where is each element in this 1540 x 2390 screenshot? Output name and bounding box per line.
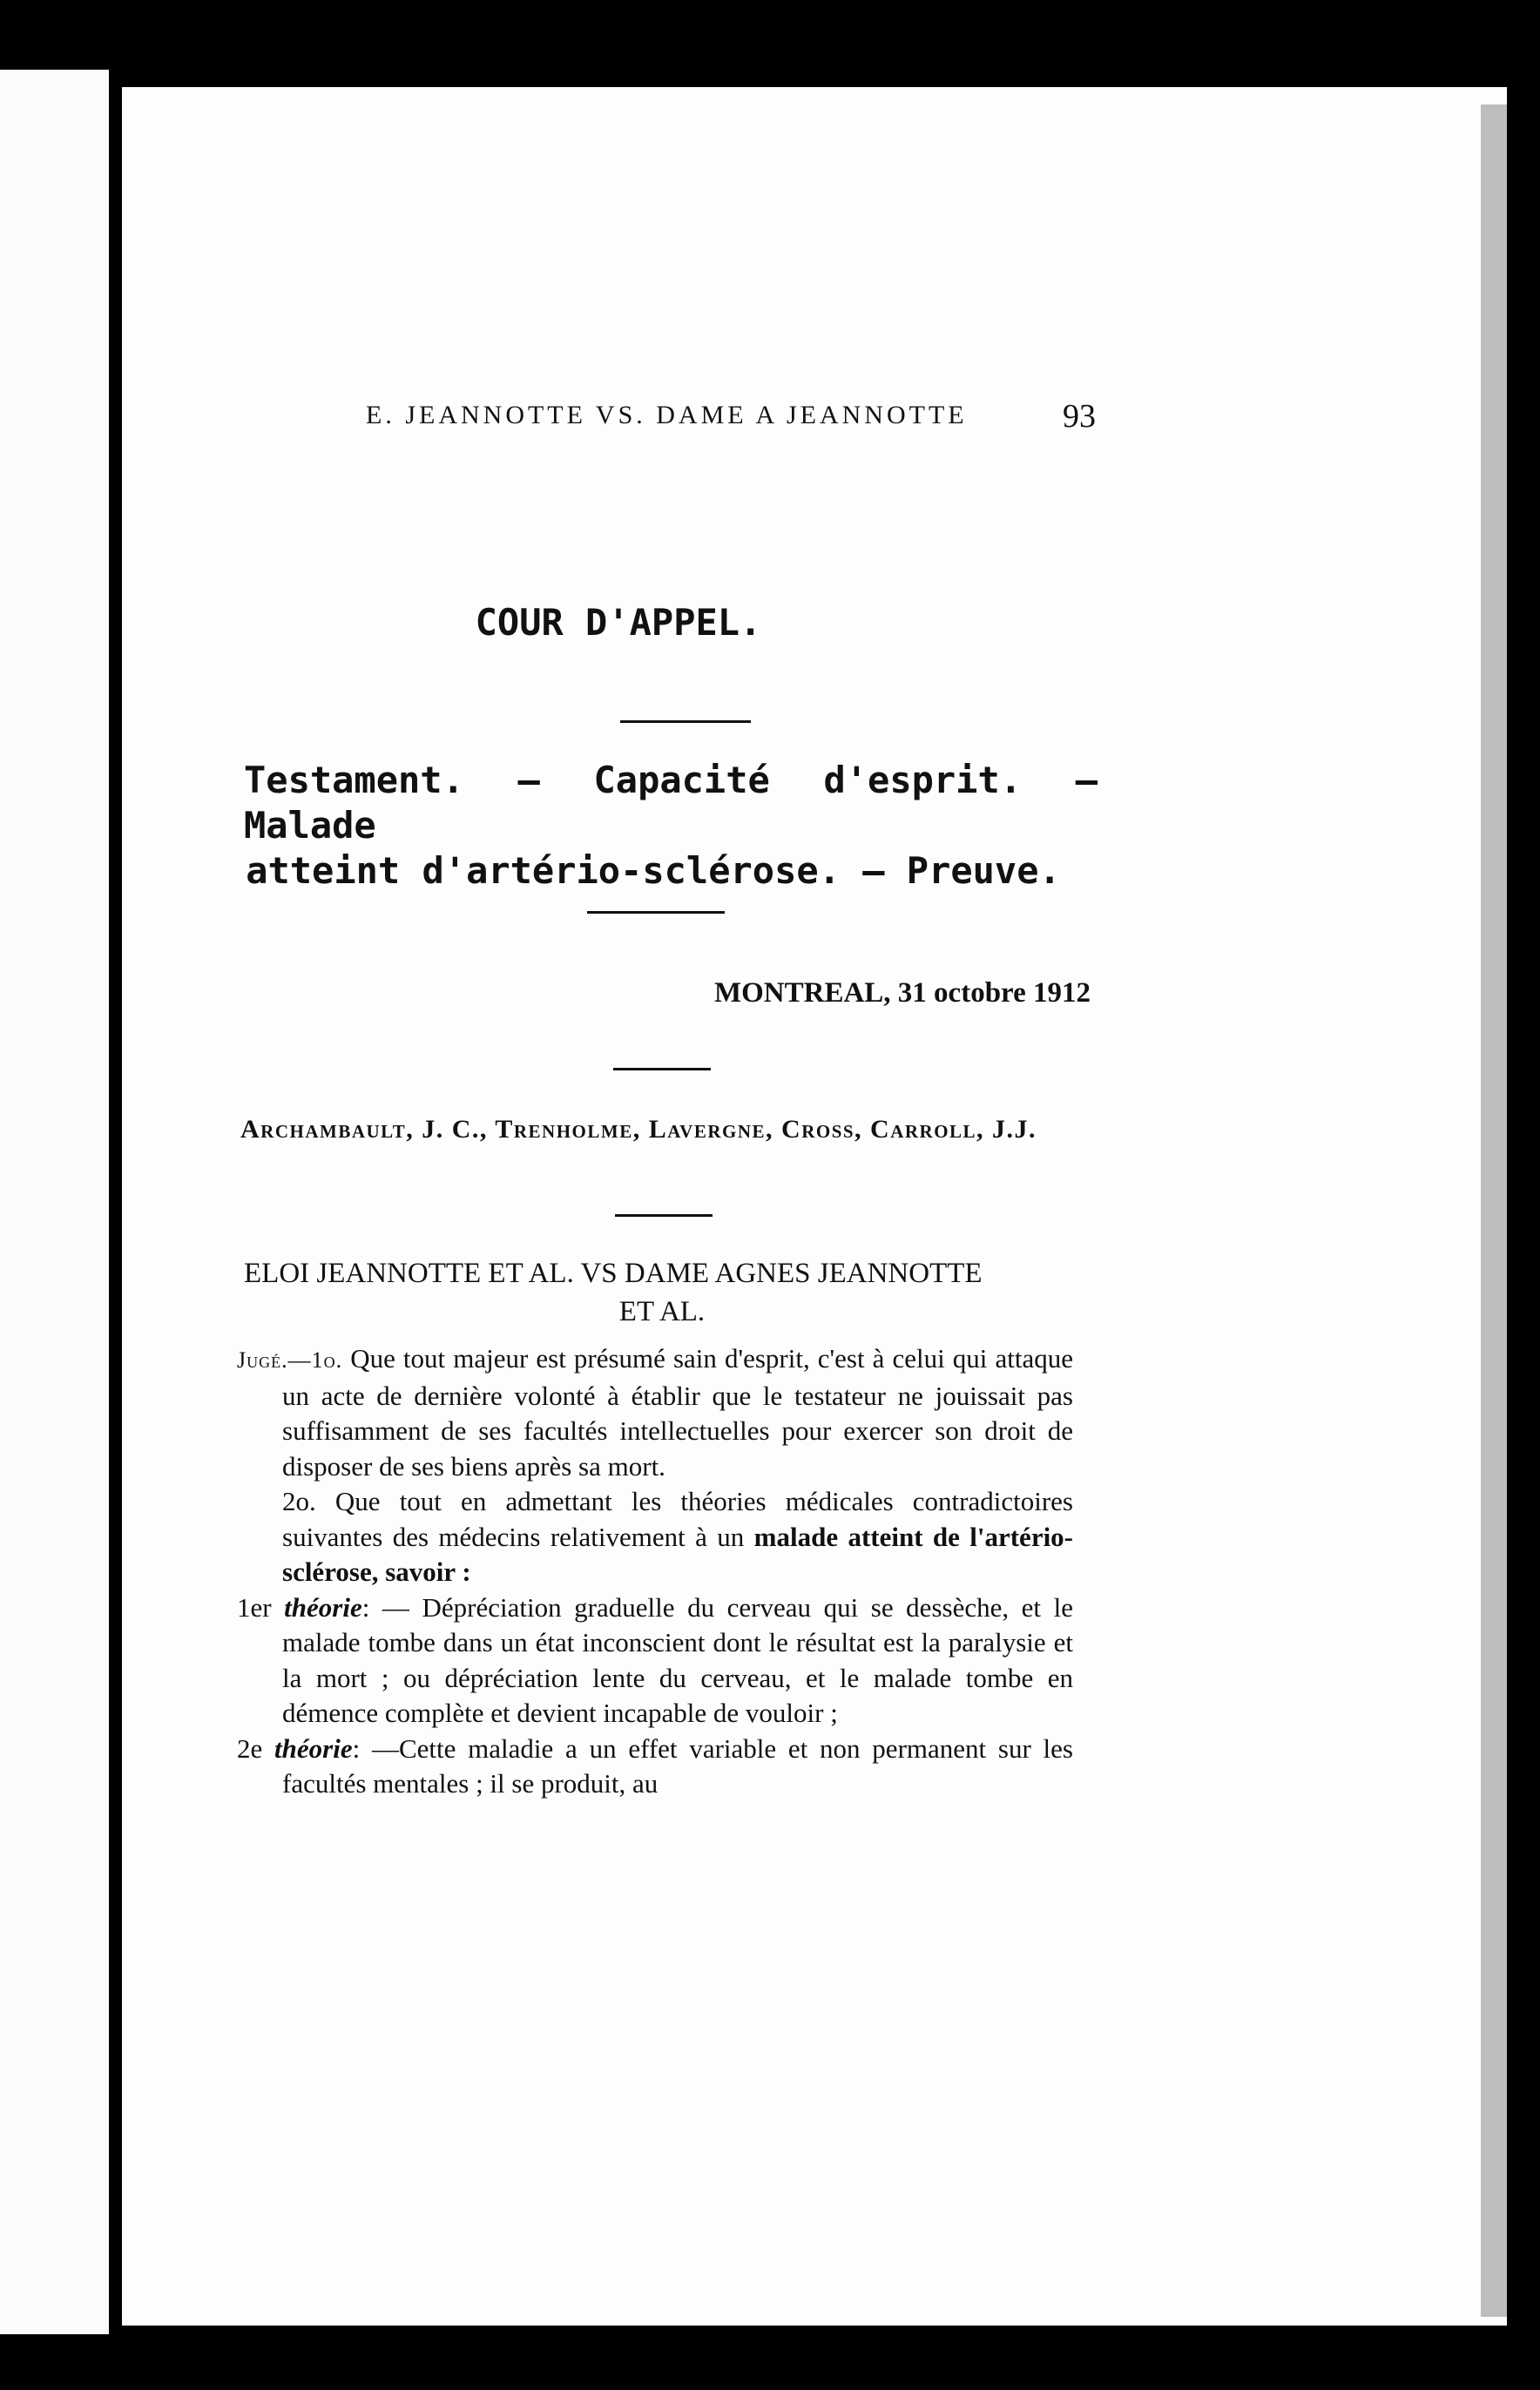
theory-1-label: 1er xyxy=(237,1591,272,1623)
parties-line-2: ET AL. xyxy=(618,1296,706,1327)
subject-line-1: Testament. — Capacité d'esprit. — Malade xyxy=(244,759,1098,847)
theory-1-italic: théorie xyxy=(284,1591,362,1623)
theory-2-text: : —Cette maladie a un effet variable et non permanent sur les facultés mentales ; il se produit, au xyxy=(282,1732,1073,1799)
separator-rule xyxy=(587,911,725,914)
holding-lead: Jugé.—1o. xyxy=(237,1347,343,1373)
holding-2-text: 2o. Que tout en admettant les théories médicales contradictoires suivantes des médecins relativement à un xyxy=(282,1486,1073,1552)
subject-line-2: atteint d'artério-sclérose. — Preuve. xyxy=(246,849,1061,892)
facing-page-edge xyxy=(0,70,109,2334)
theory-2 xyxy=(237,1732,1073,1802)
theory-1-text: : — Dépréciation graduelle du cerveau qui se dessèche, et le malade tombe dans un état inconscient dont le résultat est la paralysie et la mort ; ou dépréciation lente du cerveau, et le malade tombe en démence complète et devient incapable de vouloir ; xyxy=(282,1591,1073,1728)
running-header: E. JEANNOTTE VS. DAME A JEANNOTTE xyxy=(366,401,968,429)
holding-paragraph-2 xyxy=(237,1484,1073,1590)
separator-rule xyxy=(613,1068,711,1070)
theory-1 xyxy=(237,1590,1073,1732)
holding-2-bold: malade atteint de l'artério-sclérose, savoir : xyxy=(282,1521,1074,1587)
page-number: 93 xyxy=(1063,398,1096,435)
separator-rule xyxy=(615,1214,713,1217)
theory-2-italic: théorie xyxy=(274,1732,353,1764)
case-parties xyxy=(244,1254,1080,1331)
section-title: COUR D'APPEL. xyxy=(475,601,762,644)
place-and-date: MONTREAL, 31 octobre 1912 xyxy=(713,977,1091,1009)
judges-line: Archambault, J. C., Trenholme, Lavergne, Cross, Carroll, J.J. xyxy=(240,1115,1037,1144)
parties-line-1: ELOI JEANNOTTE ET AL. VS DAME AGNES JEANNOTTE xyxy=(244,1258,983,1289)
theory-2-label: 2e xyxy=(237,1732,263,1764)
judgment-summary xyxy=(237,1341,1073,1802)
separator-rule xyxy=(620,720,751,723)
page-shadow-edge xyxy=(1481,105,1507,2317)
holding-1-text: Que tout majeur est présumé sain d'esprit, c'est à celui qui attaque un acte de dernière volonté à établir que le testateur ne jouissait pas suffisamment de ses facultés intellectuelles pour exercer son droit de disposer de ses biens après sa mort. xyxy=(282,1343,1073,1482)
case-subject xyxy=(244,758,1098,894)
holding-paragraph-1 xyxy=(237,1341,1073,1484)
